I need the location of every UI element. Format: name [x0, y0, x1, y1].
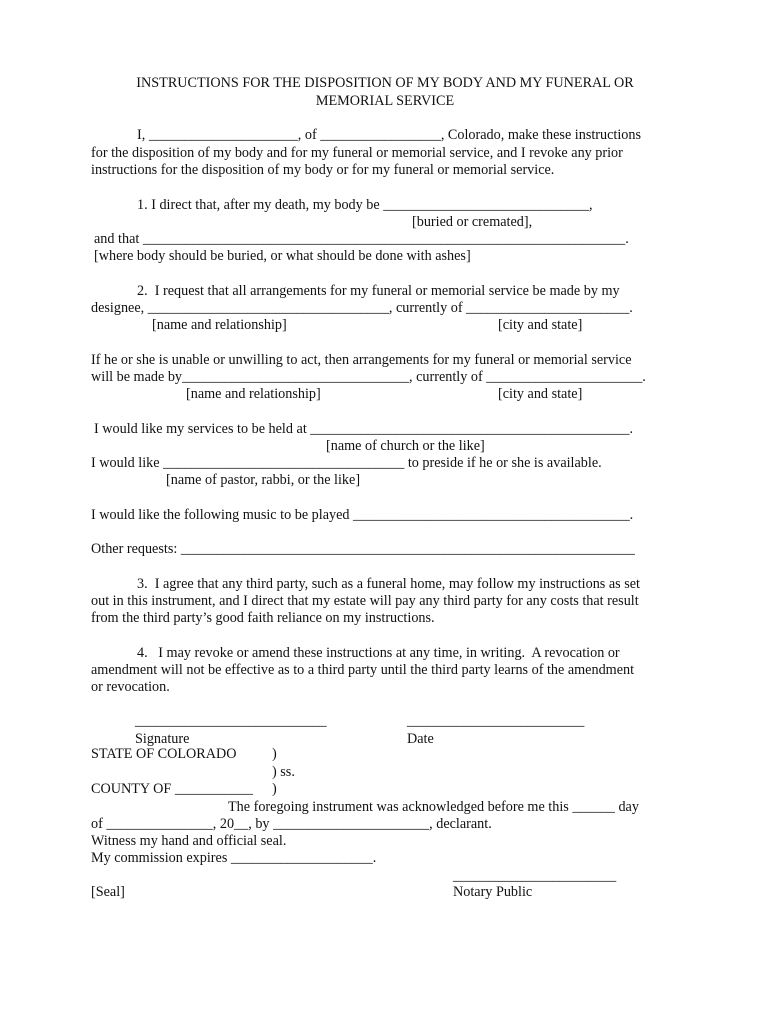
para1-hint-buried-or-cremated: [buried or cremated], [412, 214, 533, 230]
alternate-line-2: will be made by________________________________, currently of ______________________. [91, 369, 646, 385]
intro-line-1: I, _____________________, of _________________, Colorado, make these instructions [137, 127, 642, 143]
para1-line-1: 1. I direct that, after my death, my body be _____________________________, [137, 197, 593, 213]
alternate-line-1: If he or she is unable or unwilling to act, then arrangements for my funeral or memorial service [91, 352, 632, 368]
para2-hint-name: [name and relationship] [152, 317, 287, 333]
para2-line-1: 2. I request that all arrangements for my funeral or memorial service be made by my [137, 283, 620, 299]
para4-line-2: amendment will not be effective as to a third party until the third party learns of the amendment [91, 662, 635, 678]
notary-of-line: of _______________, 20__, by ______________________, declarant. [91, 816, 492, 832]
date-label: Date [407, 731, 434, 747]
signature-line: ___________________________ [135, 713, 327, 729]
form-title-line-1: INSTRUCTIONS FOR THE DISPOSITION OF MY BODY AND MY FUNERAL OR [136, 75, 634, 91]
notary-witness: Witness my hand and official seal. [91, 833, 287, 849]
services-line-2: I would like __________________________________ to preside if he or she is available. [91, 455, 602, 471]
notary-ss: ) ss. [272, 764, 295, 780]
seal-label: [Seal] [91, 884, 125, 900]
intro-line-2: for the disposition of my body and for my funeral or memorial service, and I revoke any prior [91, 145, 623, 161]
notary-paren-1: ) [272, 746, 277, 762]
alternate-hint-city: [city and state] [498, 386, 583, 402]
notary-acknowledgment: The foregoing instrument was acknowledged before me this ______ day [228, 799, 639, 815]
para1-hint-where: [where body should be buried, or what should be done with ashes] [94, 248, 471, 264]
para3-line-1: 3. I agree that any third party, such as a funeral home, may follow my instructions as set [137, 576, 640, 592]
form-title-line-2: MEMORIAL SERVICE [315, 93, 455, 109]
para3-line-3: from the third party’s good faith reliance on my instructions. [91, 610, 435, 626]
notary-paren-3: ) [272, 781, 277, 797]
para4-line-1: 4. I may revoke or amend these instructions at any time, in writing. A revocation or [137, 645, 620, 661]
para3-line-2: out in this instrument, and I direct that my estate will pay any third party for any costs that result [91, 593, 639, 609]
para1-line-2: and that ____________________________________________________________________. [94, 231, 629, 247]
music-line: I would like the following music to be played _______________________________________. [91, 507, 634, 523]
notary-signature-line: _______________________ [453, 868, 617, 884]
alternate-hint-name: [name and relationship] [186, 386, 321, 402]
other-requests-line: Other requests: ________________________________________________________________ [91, 541, 635, 557]
signature-label: Signature [135, 731, 190, 747]
para2-line-2: designee, __________________________________, currently of _______________________. [91, 300, 633, 316]
notary-county: COUNTY OF ___________ [91, 781, 253, 797]
notary-state: STATE OF COLORADO [91, 746, 237, 762]
para4-line-3: or revocation. [91, 679, 170, 695]
services-hint-church: [name of church or the like] [326, 438, 485, 454]
para2-hint-city: [city and state] [498, 317, 583, 333]
services-line-1: I would like my services to be held at _____________________________________________. [94, 421, 634, 437]
date-line: _________________________ [407, 713, 585, 729]
notary-commission: My commission expires ____________________. [91, 850, 377, 866]
intro-line-3: instructions for the disposition of my body or for my funeral or memorial service. [91, 162, 555, 178]
notary-public-label: Notary Public [453, 884, 533, 900]
services-hint-pastor: [name of pastor, rabbi, or the like] [166, 472, 361, 488]
